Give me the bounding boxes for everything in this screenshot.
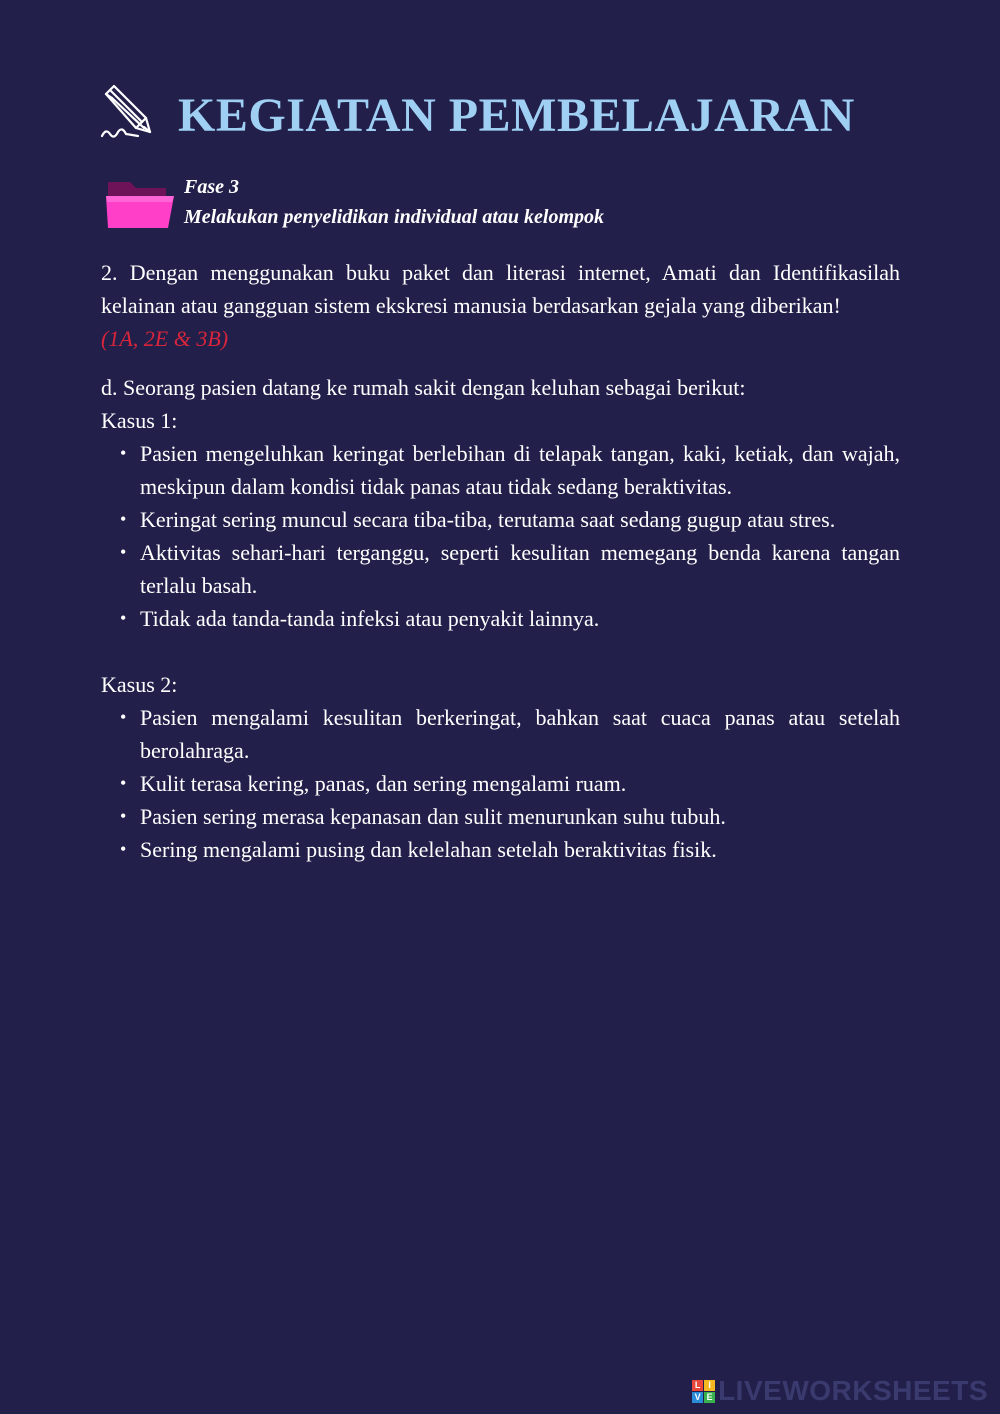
case1-title: Kasus 1: [101, 408, 178, 433]
page-title: KEGIATAN PEMBELAJARAN [178, 89, 855, 142]
phase-label: Fase 3 [184, 176, 239, 198]
page-header [98, 80, 918, 150]
phase-description: Melakukan penyelidikan individual atau kelompok [184, 206, 605, 228]
list-item: • Tidak ada tanda-tanda infeksi atau penyakit lainnya. [140, 602, 900, 635]
case2-list [101, 701, 900, 866]
list-item: • Kulit terasa kering, panas, dan sering mengalami ruam. [140, 767, 900, 800]
list-item: • Pasien mengeluhkan keringat berlebihan di telapak tangan, kaki, ketiak, dan wajah, meskipun dalam kondisi tidak panas atau tidak sedang beraktivitas. [140, 437, 900, 503]
logo-text: LIVEWORKSHEETS [718, 1375, 988, 1406]
list-item: • Keringat sering muncul secara tiba-tiba, terutama saat sedang gugup atau stres. [140, 503, 900, 536]
folder-icon [104, 178, 176, 230]
list-item: • Aktivitas sehari-hari terganggu, seperti kesulitan memegang benda karena tangan terlalu basah. [140, 536, 900, 602]
phase-text [184, 172, 604, 232]
worksheet-content [101, 256, 900, 866]
section-intro: d. Seorang pasien datang ke rumah sakit dengan keluhan sebagai berikut: [101, 375, 746, 400]
list-item: • Pasien mengalami kesulitan berkeringat, bahkan saat cuaca panas atau setelah berolahraga. [140, 701, 900, 767]
case2-title: Kasus 2: [101, 672, 178, 697]
liveworksheets-logo[interactable] [692, 1376, 988, 1406]
list-item: • Pasien sering merasa kepanasan dan sulit menurunkan suhu tubuh. [140, 800, 900, 833]
question-codes: (1A, 2E & 3B) [101, 326, 229, 351]
pencil-icon [98, 82, 156, 142]
logo-grid-icon: L I V E [692, 1380, 715, 1403]
case1-list [101, 437, 900, 635]
list-item: • Sering mengalami pusing dan kelelahan setelah beraktivitas fisik. [140, 833, 900, 866]
phase-block [104, 172, 904, 232]
question-text: 2. Dengan menggunakan buku paket dan literasi internet, Amati dan Identifikasilah kelainan atau gangguan sistem ekskresi manusia berdasarkan gejala yang diberikan! [101, 260, 900, 318]
